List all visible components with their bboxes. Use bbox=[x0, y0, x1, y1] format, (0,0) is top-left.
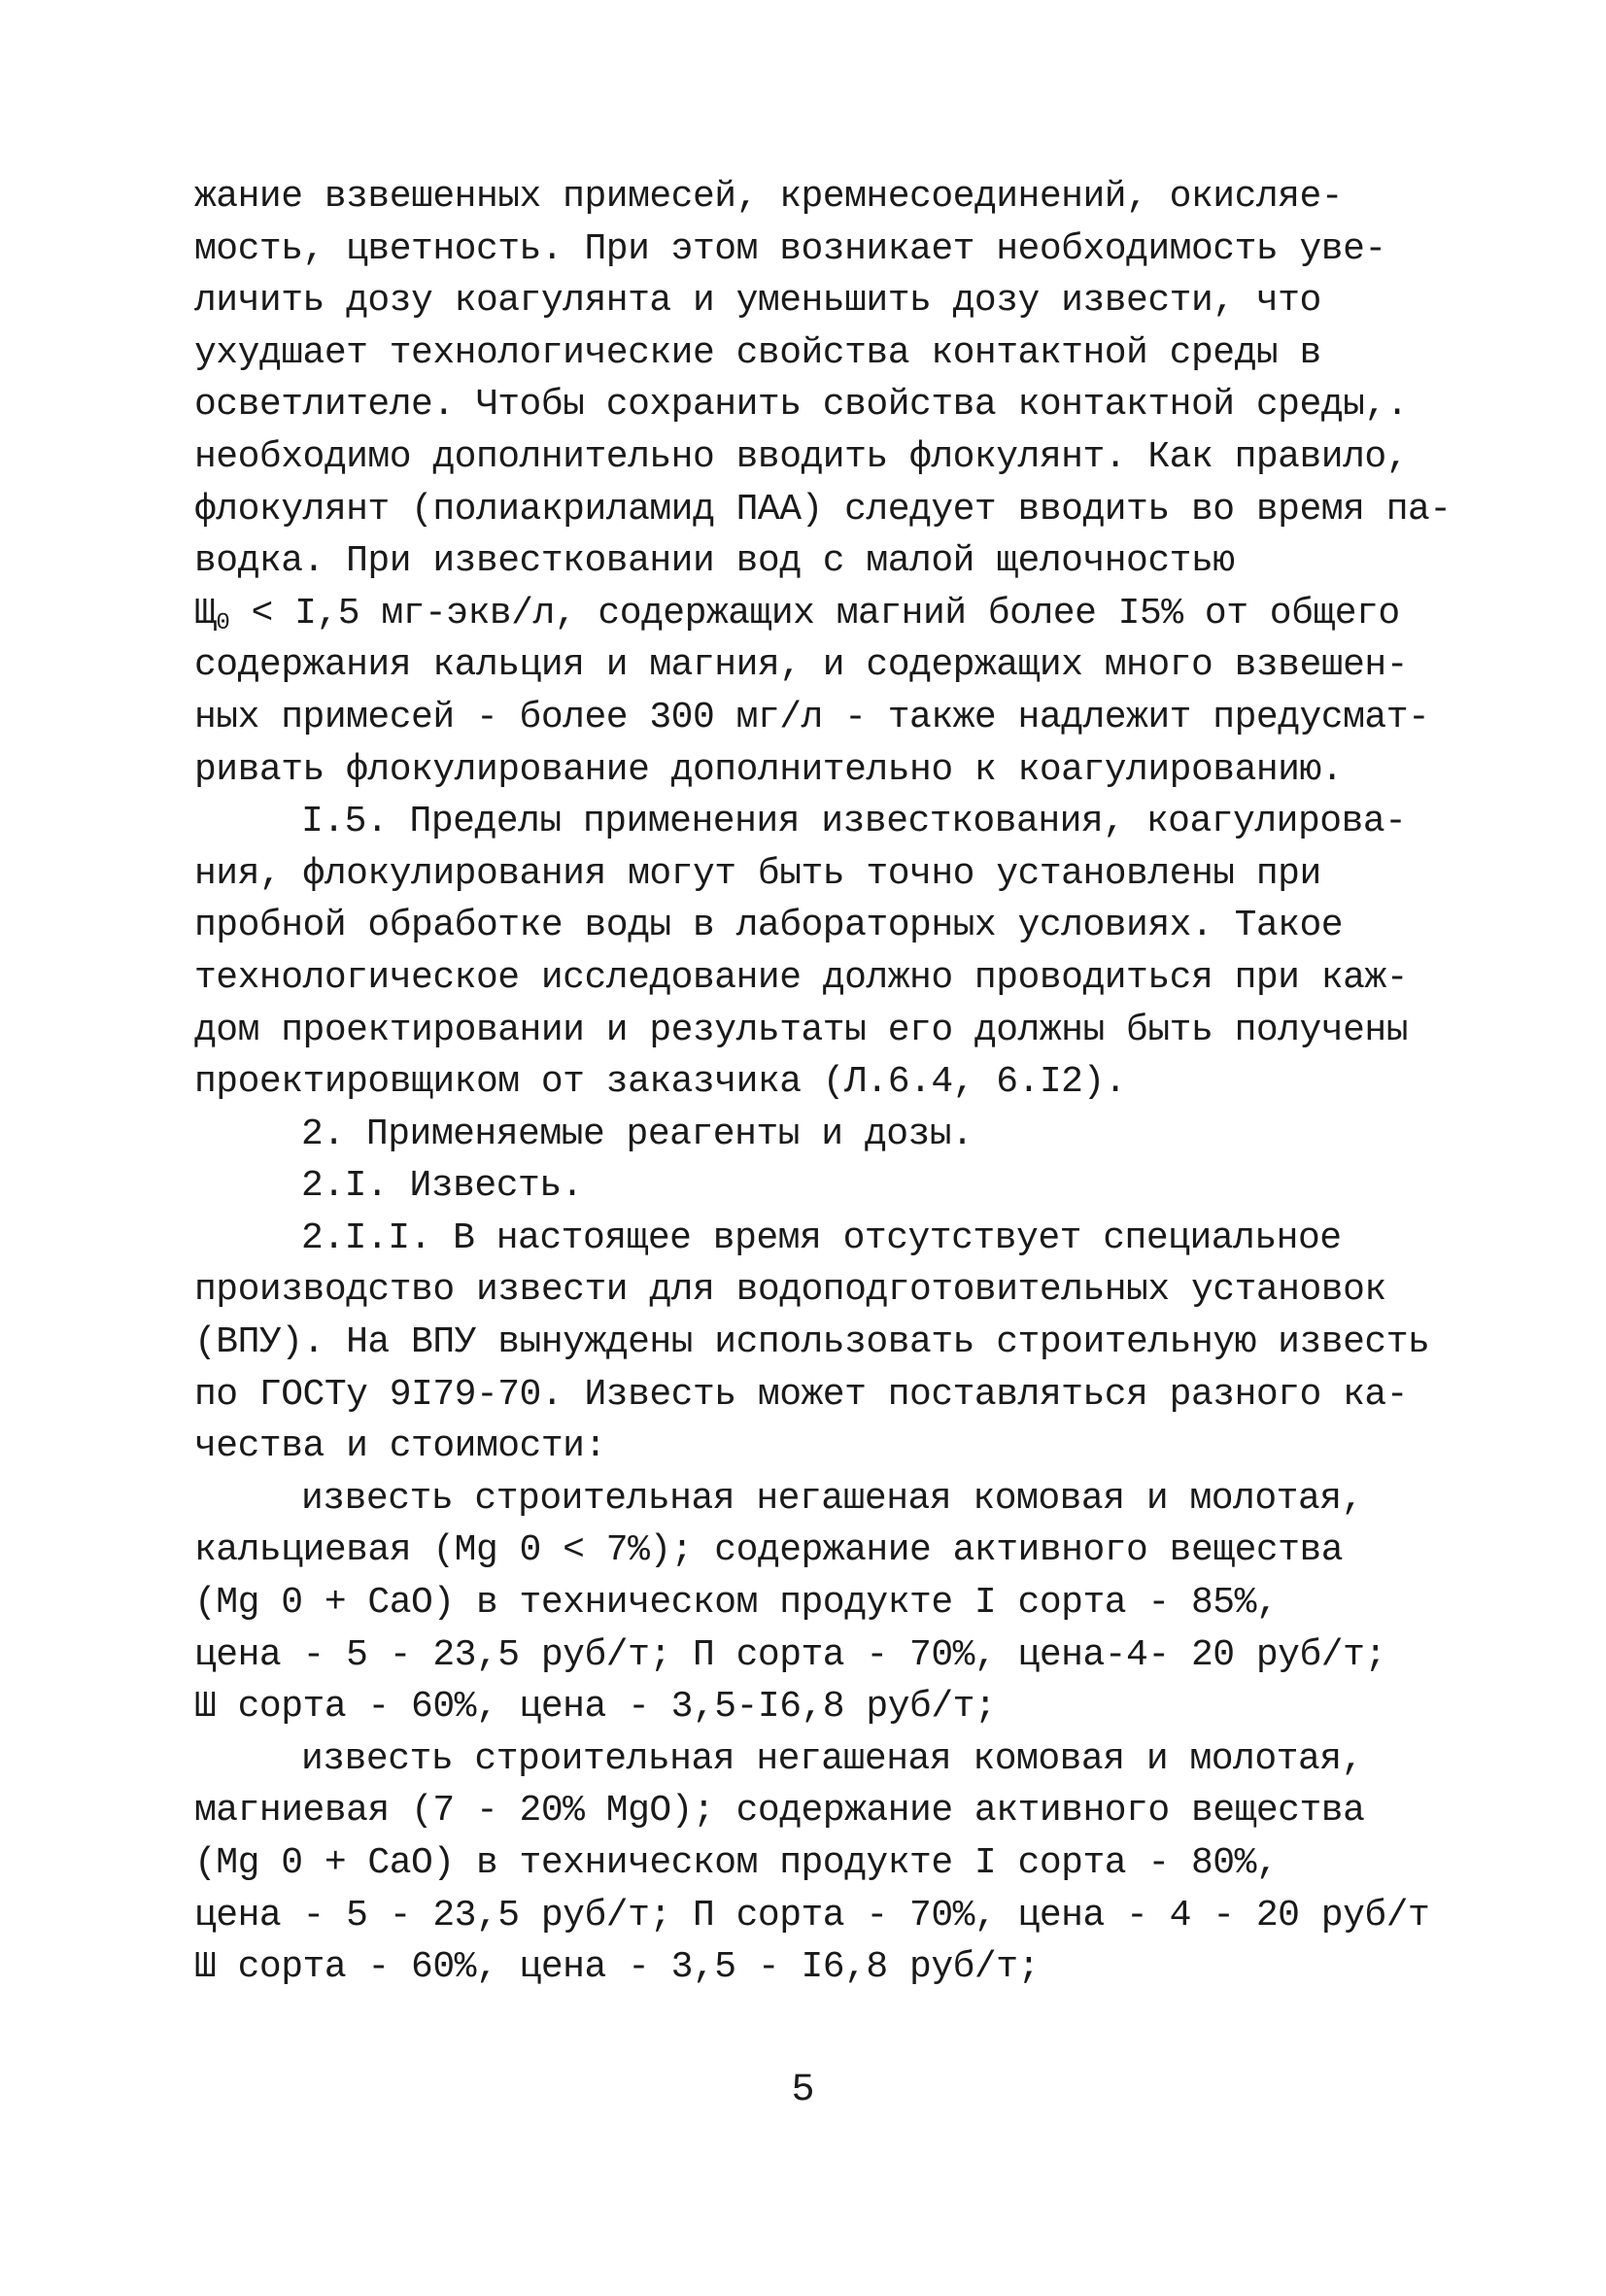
text-line: флокулянт (полиакриламид ПАА) следует вводить во время па- bbox=[194, 488, 1452, 531]
alkalinity-symbol: Щ bbox=[194, 592, 217, 634]
text-line-section-2-1-1: 2.I.I. В настоящее время отсутствует специальное bbox=[301, 1217, 1342, 1259]
text-line: пробной обработке воды в лабораторных условиях. Такое bbox=[194, 905, 1344, 947]
text-line: жание взвешенных примесей, кремнесоединений, окисляе- bbox=[194, 176, 1344, 218]
alkalinity-text: < I,5 мг-экв/л, содержащих магний более I5% от общего bbox=[251, 592, 1400, 634]
text-line: чества и стоимости: bbox=[194, 1425, 606, 1468]
section-heading-2-1: 2.I. Известь. bbox=[301, 1165, 583, 1208]
text-line: Ш сорта - 60%, цена - 3,5-I6,8 руб/т; bbox=[194, 1686, 997, 1729]
alkalinity-subscript: 0 bbox=[216, 609, 230, 636]
text-line: необходимо дополнительно вводить флокулянт. Как правило, bbox=[194, 435, 1409, 478]
text-line: цена - 5 - 23,5 руб/т; П сорта - 70%, цена-4- 20 руб/т; bbox=[194, 1633, 1386, 1676]
text-line: (Mg 0 + CaO) в техническом продукте I сорта - 85%, bbox=[194, 1582, 1279, 1625]
text-line-lime-magnesium: известь строительная негашеная комовая и молотая, bbox=[301, 1737, 1363, 1780]
text-line: ухудшает технологические свойства контактной среды в bbox=[194, 331, 1321, 374]
section-heading-2: 2. Применяемые реагенты и дозы. bbox=[301, 1113, 974, 1155]
text-line: (ВПУ). На ВПУ вынуждены использовать строительную известь bbox=[194, 1321, 1430, 1364]
text-line-lime-calcium: известь строительная негашеная комовая и молотая, bbox=[301, 1477, 1363, 1520]
text-line: технологическое исследование должно проводиться при каж- bbox=[194, 956, 1409, 999]
text-line: ных примесей - более 300 мг/л - также надлежит предусмат- bbox=[194, 696, 1430, 738]
text-line: дом проектировании и результаты его должны быть получены bbox=[194, 1009, 1409, 1051]
text-line: Ш сорта - 60%, цена - 3,5 - I6,8 руб/т; bbox=[194, 1946, 1040, 1989]
text-line: ния, флокулирования могут быть точно установлены при bbox=[194, 852, 1321, 895]
text-line-section-1-5: I.5. Пределы применения известкования, коагулирова- bbox=[301, 801, 1407, 843]
text-line: магниевая (7 - 20% MgO); содержание активного вещества bbox=[194, 1790, 1365, 1833]
text-line: (Mg 0 + CaO) в техническом продукте I сорта - 80%, bbox=[194, 1842, 1279, 1884]
text-line: ривать флокулирование дополнительно к коагулированию. bbox=[194, 748, 1344, 791]
page-number: 5 bbox=[791, 2069, 815, 2112]
text-line: производство извести для водоподготовительных установок bbox=[194, 1269, 1386, 1312]
text-line: осветлителе. Чтобы сохранить свойства контактной среды,. bbox=[194, 384, 1409, 427]
text-line: содержания кальция и магния, и содержащих много взвешен- bbox=[194, 644, 1409, 687]
text-line: цена - 5 - 23,5 руб/т; П сорта - 70%, цена - 4 - 20 руб/т bbox=[194, 1894, 1430, 1936]
text-line: проектировщиком от заказчика (Л.6.4, 6.I2). bbox=[194, 1061, 1127, 1104]
text-line: по ГОСТу 9I79-70. Известь может поставляться разного ка- bbox=[194, 1373, 1409, 1416]
text-line: личить дозу коагулянта и уменьшить дозу извести, что bbox=[194, 280, 1321, 323]
text-line: мость, цветность. При этом возникает необходимость уве- bbox=[194, 227, 1386, 270]
body-text bbox=[194, 171, 1452, 1994]
text-line: кальциевая (Mg 0 < 7%); содержание активного вещества bbox=[194, 1529, 1344, 1572]
text-line: водка. При известковании вод с малой щелочностью bbox=[194, 540, 1235, 583]
text-line-alkalinity bbox=[194, 588, 1438, 640]
